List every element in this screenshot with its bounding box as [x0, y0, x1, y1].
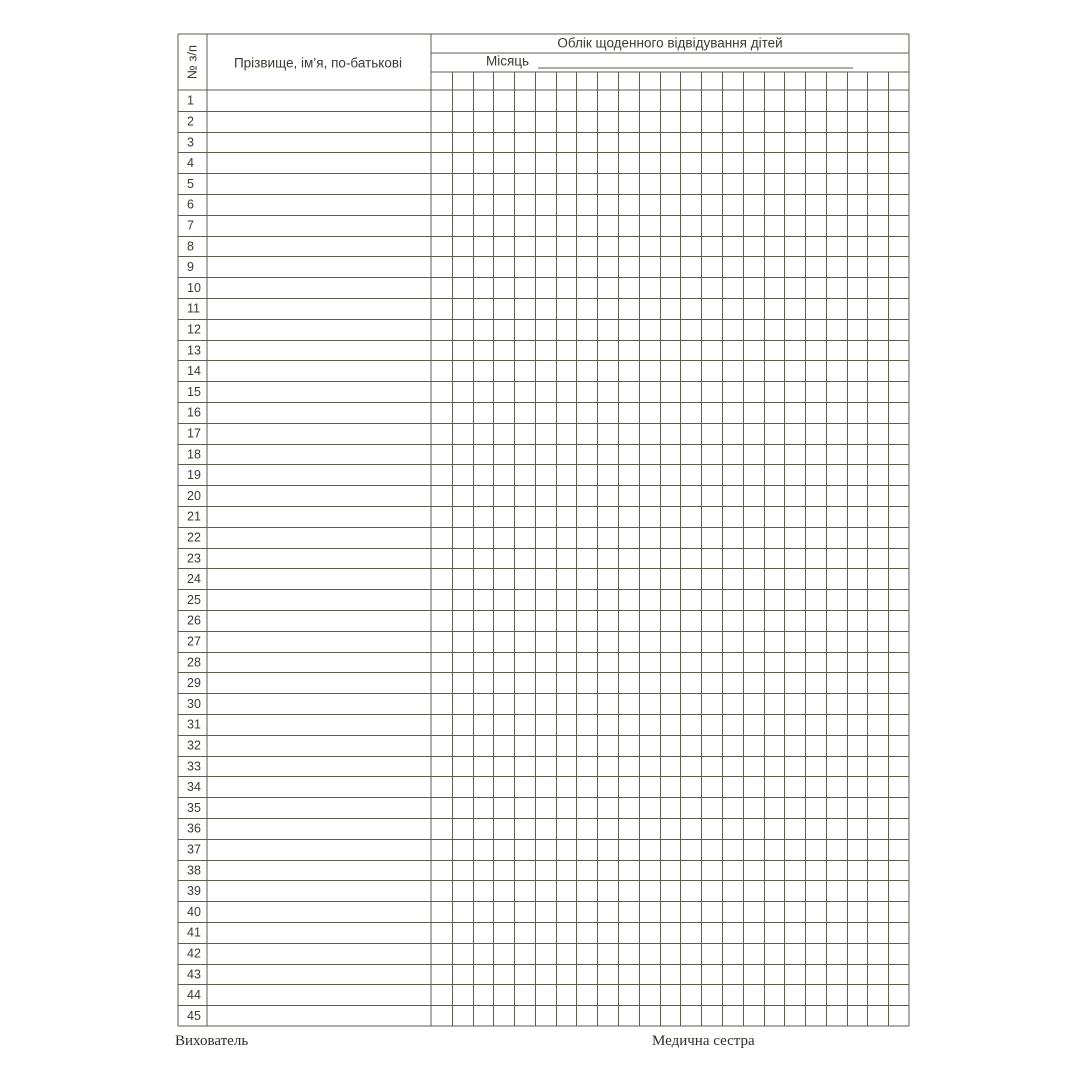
row-number: 3 — [187, 135, 194, 150]
row-number: 21 — [187, 509, 201, 524]
row-number: 37 — [187, 842, 201, 857]
row-numbers — [187, 94, 201, 1023]
row-number: 35 — [187, 800, 201, 815]
row-number: 27 — [187, 634, 201, 649]
row-number: 23 — [187, 551, 201, 566]
row-number: 17 — [187, 426, 201, 441]
row-number: 25 — [187, 592, 201, 607]
row-number: 4 — [187, 156, 194, 171]
month-label: Місяць — [486, 53, 530, 69]
row-number: 42 — [187, 946, 201, 961]
row-number: 5 — [187, 176, 194, 191]
row-number: 24 — [187, 572, 201, 587]
row-number: 6 — [187, 197, 194, 212]
row-number: 34 — [187, 780, 201, 795]
row-number: 36 — [187, 821, 201, 836]
row-number: 15 — [187, 384, 201, 399]
table-grid-lines — [178, 34, 909, 1026]
row-number: 31 — [187, 717, 201, 732]
row-number: 9 — [187, 260, 194, 275]
row-number: 26 — [187, 613, 201, 628]
attendance-title: Облік щоденного відвідування дітей — [557, 35, 783, 51]
row-number: 44 — [187, 988, 201, 1003]
number-column-header: № з/п — [184, 44, 200, 80]
teacher-signature-label: Вихователь — [175, 1033, 249, 1049]
row-number: 32 — [187, 738, 201, 753]
row-number: 30 — [187, 696, 201, 711]
row-number: 39 — [187, 884, 201, 899]
row-number: 28 — [187, 655, 201, 670]
row-number: 10 — [187, 280, 201, 295]
row-number: 8 — [187, 239, 194, 254]
row-number: 12 — [187, 322, 201, 337]
row-number: 19 — [187, 468, 201, 483]
row-number: 1 — [187, 93, 194, 108]
row-number: 18 — [187, 447, 201, 462]
row-number: 22 — [187, 530, 201, 545]
row-number: 2 — [187, 114, 194, 129]
row-number: 16 — [187, 405, 201, 420]
row-number: 33 — [187, 759, 201, 774]
row-number: 11 — [187, 301, 200, 316]
row-number: 43 — [187, 967, 201, 982]
row-number: 20 — [187, 488, 201, 503]
table-text — [184, 36, 782, 80]
row-number: 38 — [187, 863, 201, 878]
row-number: 14 — [187, 364, 201, 379]
row-number: 29 — [187, 676, 201, 691]
nurse-signature-label: Медична сестра — [652, 1033, 755, 1049]
row-number: 41 — [187, 925, 201, 940]
row-number: 13 — [187, 343, 201, 358]
row-number: 45 — [187, 1008, 201, 1023]
name-column-header: Прізвище, ім’я, по-батькові — [233, 55, 403, 71]
row-number: 7 — [187, 218, 194, 233]
row-number: 40 — [187, 904, 201, 919]
